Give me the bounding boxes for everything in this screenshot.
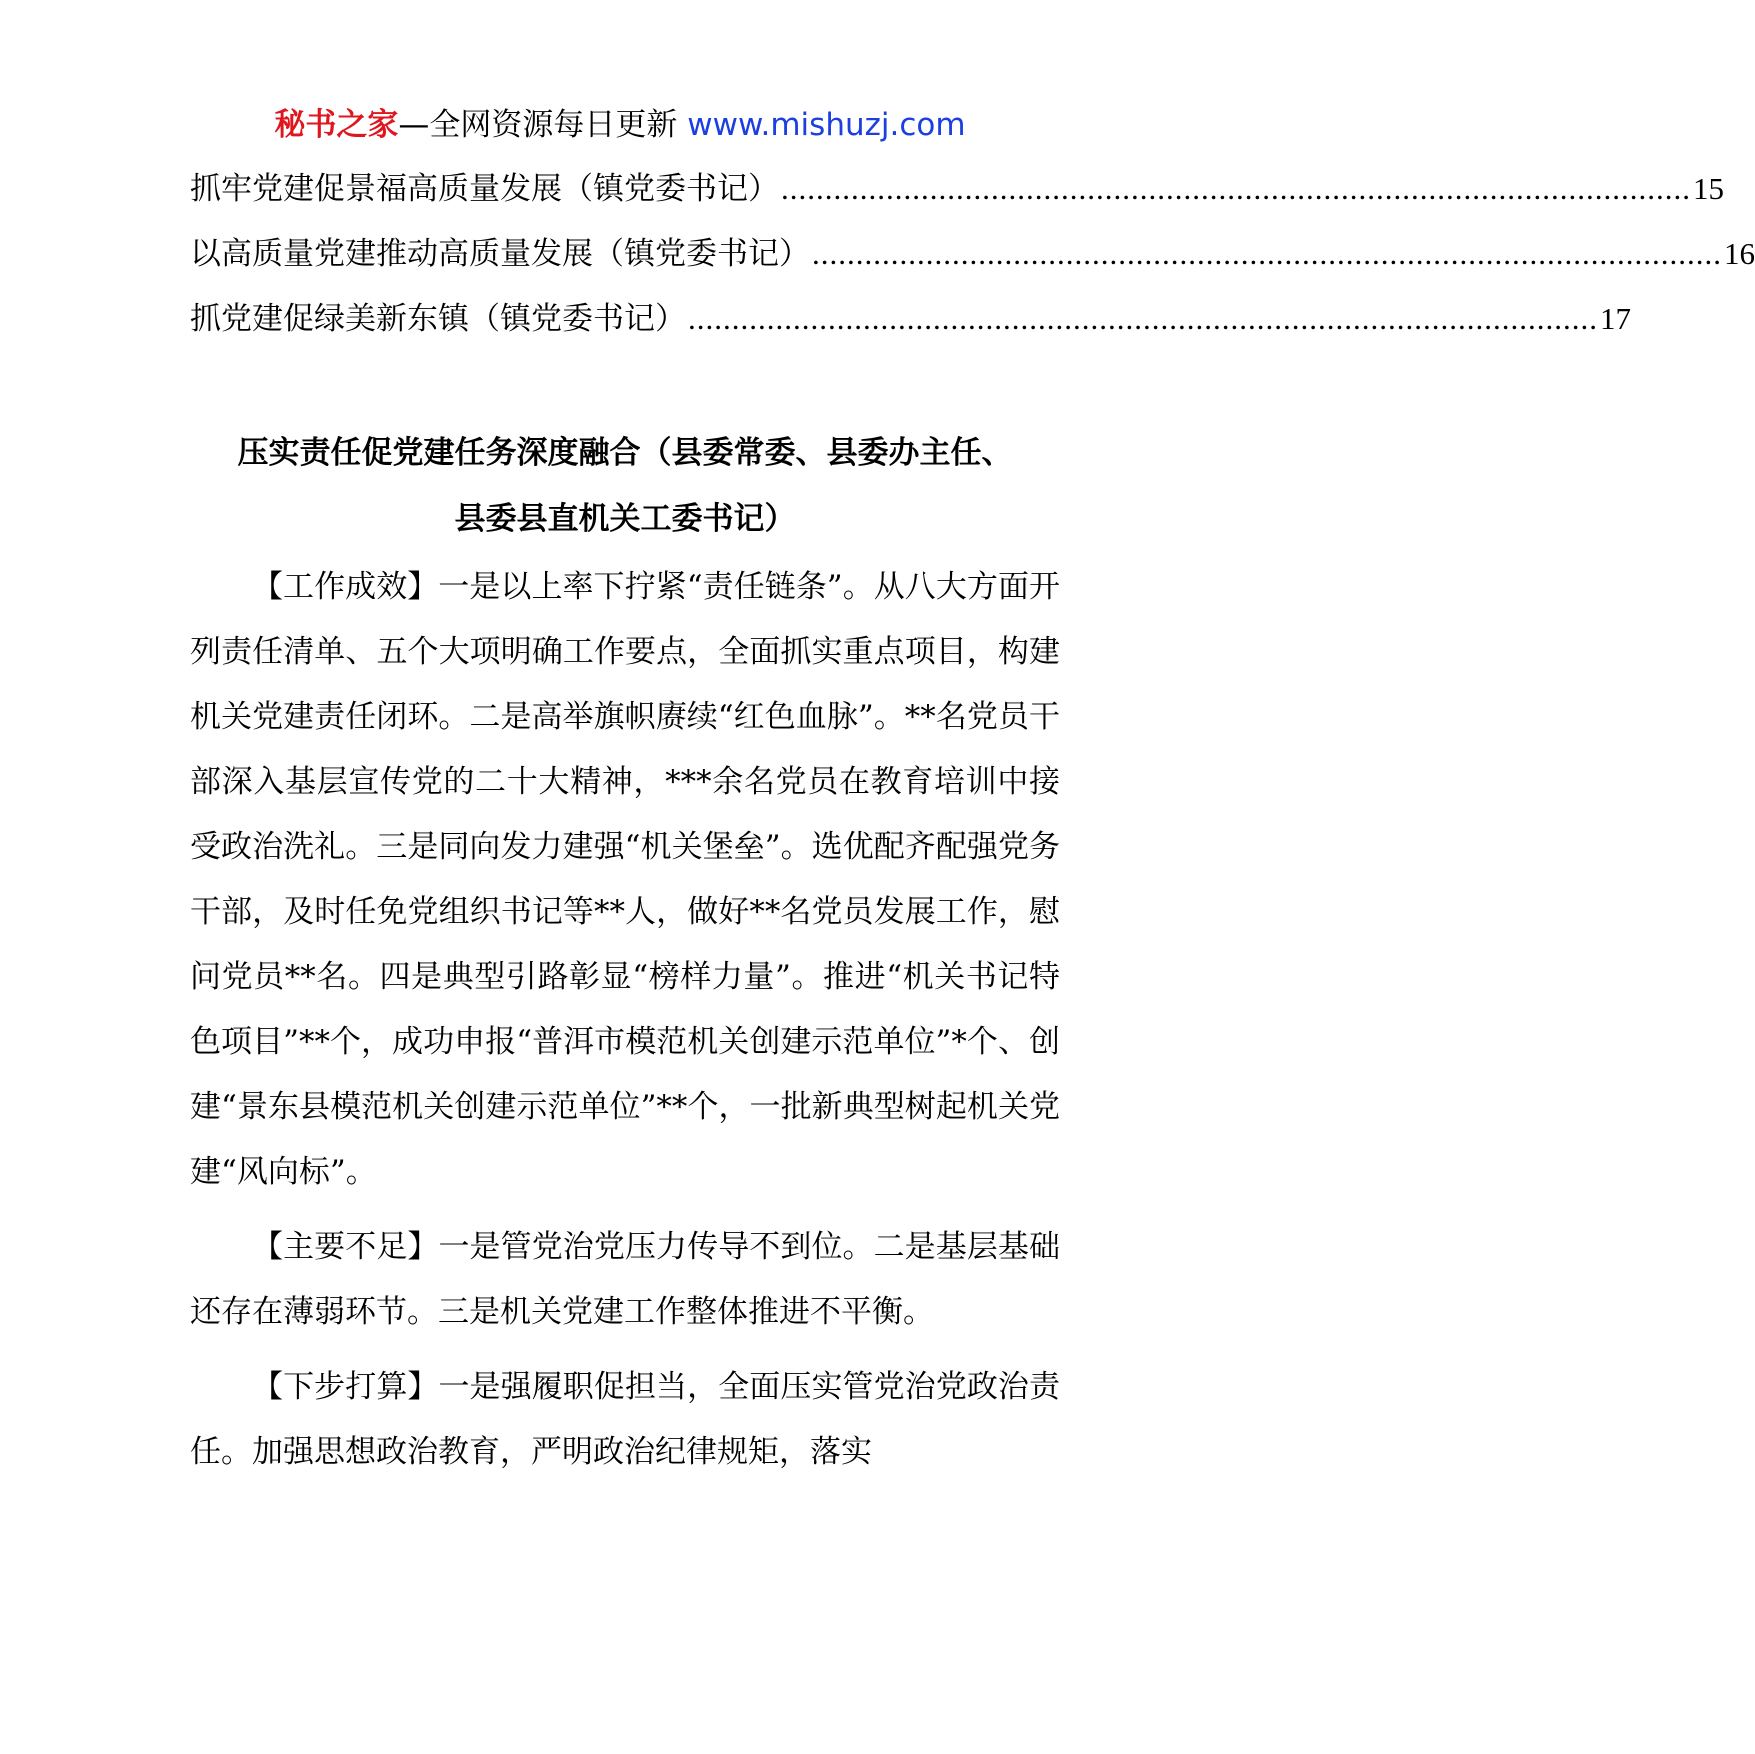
site-url-link[interactable]: www.mishuzj.com <box>687 107 966 143</box>
brand-name: 秘书之家 <box>274 107 399 143</box>
site-header <box>0 100 1240 150</box>
toc-leader-dots: ........................................................................................................ <box>688 301 1598 336</box>
paragraph-next-steps: 【下步打算】一是强履职促担当，全面压实管党治党政治责任。加强思想政治教育，严明政治纪律规矩，落实 <box>190 1369 1060 1470</box>
table-of-contents <box>190 163 1755 358</box>
paragraph-work-results: 【工作成效】一是以上率下拧紧“责任链条”。从八大方面开列责任清单、五个大项明确工作要点，全面抓实重点项目，构建机关党建责任闭环。二是高举旗帜赓续“红色血脉”。**名党员干部深入基层宣传党的二十大精神，***余名党员在教育培训中接受政治洗礼。三是同向发力建强“机关堡垒”。选优配齐配强党务干部，及时任免党组织书记等**人，做好**名党员发展工作，慰问党员**名。四是典型引路彰显“榜样力量”。推进“机关书记特色项目”**个，成功申报“普洱市模范机关创建示范单位”*个、创建“景东县模范机关创建示范单位”**个，一批新典型树起机关党建“风向标”。 <box>190 569 1060 1190</box>
header-tagline: —全网资源每日更新 <box>398 107 688 143</box>
article-body <box>190 555 1060 1485</box>
paragraph-main-shortcomings: 【主要不足】一是管党治党压力传导不到位。二是基层基础还存在薄弱环节。三是机关党建工作整体推进不平衡。 <box>190 1229 1060 1330</box>
toc-leader-dots: ........................................................................................................ <box>781 171 1691 206</box>
toc-entry-title: 以高质量党建推动高质量发展（镇党委书记） <box>190 236 810 272</box>
article-title-line: 压实责任促党建任务深度融合（县委常委、县委办主任、 <box>237 435 1013 471</box>
toc-entry-page: 17 <box>1600 301 1631 336</box>
toc-entry-title: 抓牢党建促景福高质量发展（镇党委书记） <box>190 171 779 207</box>
toc-entry-title: 抓党建促绿美新东镇（镇党委书记） <box>190 301 686 337</box>
toc-leader-dots: ........................................................................................................ <box>812 236 1722 271</box>
toc-entry-page: 16 <box>1724 236 1755 271</box>
article-title-line: 县委县直机关工委书记） <box>454 501 796 537</box>
toc-entry-page: 15 <box>1693 171 1724 206</box>
article-title <box>190 420 1060 552</box>
toc-entry[interactable] <box>190 163 1724 228</box>
toc-entry[interactable] <box>190 228 1755 293</box>
toc-entry[interactable] <box>190 293 1631 358</box>
